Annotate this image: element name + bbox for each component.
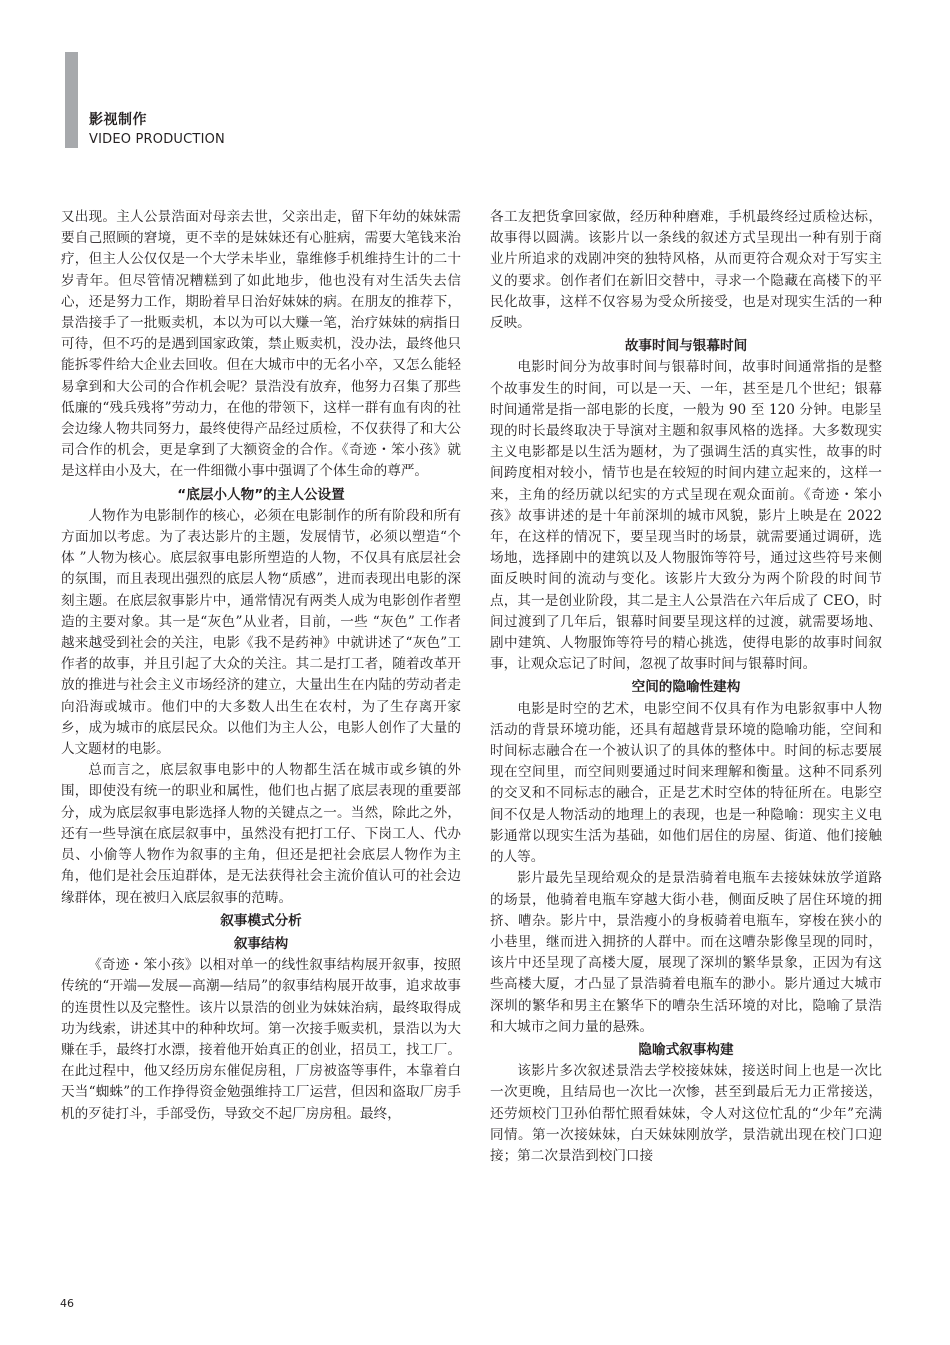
paragraph: 人物作为电影制作的核心，必须在电影制作的所有阶段和所有方面加以考虑。为了表达影片的主题，发展情节，必须以塑造“个体 ”人物为核心。底层叙事电影所塑造的人物，不仅具有底层社会的氛围，而且表现出强烈的底层人物“质感”，进而表现出电影的深刻主题。在底层叙事影片中，通常情况有两类人成为电影创作者塑造的主要对象。其一是“灰色”从业者，目前，一些 “灰色” 工作者越来越受到社会的关注，电影《我不是药神》中就讲述了“灰色”工作者的故事，并且引起了大众的关注。其二是打工者，随着改革开放的推进与社会主义市场经济的建立，大量出生在内陆的劳动者走向沿海或城市。他们中的大多数人出生在农村，为了生存离开家乡，成为城市的底层民众。以他们为主人公，电影人创作了大量的人文题材的电影。 — [61, 507, 461, 758]
left-column — [61, 207, 461, 1125]
subheading-space-metaphor: 空间的隐喻性建构 — [631, 679, 741, 696]
page-number: 46 — [60, 1297, 74, 1310]
paragraph: 该影片多次叙述景浩去学校接妹妹，接送时间上也是一次比一次更晚，且结局也一次比一次惨，甚至到最后无力正常接送，还劳烦校门卫孙伯帮忙照看妹妹，令人对这位忙乱的“少年”充满同情。第一次接妹妹，白天妹妹刚放学，景浩就出现在校门口迎接；第二次景浩到校门口接 — [490, 1063, 882, 1164]
paragraph: 电影时间分为故事时间与银幕时间，故事时间通常指的是整个故事发生的时间，可以是一天、一年，甚至是几个世纪；银幕时间通常是指一部电影的长度，一般为 90 至 120 分钟。电影呈现的时长最终取决于导演对主题和叙事风格的选择。大多数现实主义电影都是以生活为题材，为了强调生活的真实性，故事的时间跨度相对较小，情节也是在较短的时间内建立起来的，这样一来，主角的经历就以纪实的方式呈现在观众面前。《奇迹・笨小孩》故事讲述的是十年前深圳的城市风貌，影片上映是在 2022 年，在这样的情况下，要呈现当时的场景，就需要通过调研，选场地，选择剧中的建筑以及人物服饰等符号，通过这些符号来侧面反映时间的流动与变化。该影片大致分为两个阶段的时间节点，其一是创业阶段，其二是主人公景浩在六年后成了 CEO，时间过渡到了几年后，银幕时间要呈现这样的过渡，就需要场地、剧中建筑、人物服饰等符号的精心挑选，使得电影的故事时间叙事，让观众忘记了时间，忽视了故事时间与银幕时间。 — [490, 359, 882, 673]
paragraph: 总而言之，底层叙事电影中的人物都生活在城市或乡镇的外围，即使没有统一的职业和属性，他们也占据了底层表现的重要部分，成为底层叙事电影选择人物的关键点之一。当然，除此之外，还有一些导演在底层叙事中，虽然没有把打工仔、下岗工人、代办员、小偷等人物作为叙事的主角，但还是把社会底层人物作为主角，他们是社会压迫群体，是无法获得社会主流价值认可的社会边缘群体，现在被归入底层叙事的范畴。 — [61, 762, 461, 906]
paragraph: 影片最先呈现给观众的是景浩骑着电瓶车去接妹妹放学道路的场景，他骑着电瓶车穿越大街小巷，侧面反映了居住环境的拥挤、嘈杂。影片中，景浩瘦小的身板骑着电瓶车，穿梭在狭小的小巷里，继而进入拥挤的人群中。而在这嘈杂影像呈现的同时，该片中还呈现了高楼大厦，展现了深圳的繁华景象，正因为有这些高楼大厦，才凸显了景浩骑着电瓶车的渺小。影片通过大城市深圳的繁华和男主在繁华下的嘈杂生活环境的对比，隐喻了景浩和大城市之间力量的悬殊。 — [490, 870, 882, 1035]
subheading-metaphoric-narrative: 隐喻式叙事构建 — [638, 1041, 734, 1058]
right-column — [490, 207, 882, 1167]
subheading-story-screen-time: 故事时间与银幕时间 — [624, 338, 748, 355]
heading-narrative-mode: 叙事模式分析 — [220, 912, 302, 929]
subheading-narrative-structure: 叙事结构 — [233, 935, 289, 952]
paragraph: 又出现。主人公景浩面对母亲去世，父亲出走，留下年幼的妹妹需要自己照顾的窘境，更不幸的是妹妹还有心脏病，需要大笔钱来治疗，但主人公仅仅是一个大学未毕业，靠维修手机维持生计的二十岁青年。但尽管情况糟糕到了如此地步，他也没有对生活失去信心，还是努力工作，期盼着早日治好妹妹的病。在朋友的推荐下，景浩接手了一批贩卖机，本以为可以大赚一笔，治疗妹妹的病指日可待，但不巧的是遇到国家政策，禁止贩卖机，没办法，最终他只能拆零件给大企业去回收。但在大城市中的无名小卒，又怎么能轻易拿到和大公司的合作机会呢？景浩没有放弃，他努力召集了那些低廉的“残兵残将”劳动力，在他的带领下，这样一群有血有肉的社会边缘人物共同努力，最终使得产品经过质检，不仅获得了和大公司合作的机会，更是拿到了大额资金的合作。《奇迹・笨小孩》就是这样由小及大，在一件细微小事中强调了个体生命的尊严。 — [61, 209, 461, 480]
paragraph: 电影是时空的艺术，电影空间不仅具有作为电影叙事中人物活动的背景环境功能，还具有超越背景环境的隐喻功能，空间和时间标志融合在一个被认识了的具体的整体中。时间的标志要展现在空间里，而空间则要通过时间来理解和衡量。这种不同系列的交叉和不同标志的融合，正是艺术时空体的特征所在。电影空间不仅是人物活动的地理上的表现，也是一种隐喻：现实主义电影通常以现实生活为基础，如他们居住的房屋、街道、他们接触的人等。 — [490, 700, 882, 866]
paragraph: 各工友把货拿回家做，经历种种磨难，手机最终经过质检达标，故事得以圆满。该影片以一条线的叙述方式呈现出一种有别于商业片所追求的戏剧冲突的独特风格，从而更符合观众对于写实主义的要求。创作者们在新旧交替中，寻求一个隐藏在高楼下的平民化故事，这样不仅容易为受众所接受，也是对现实生活的一种反映。 — [490, 209, 882, 332]
section-title-en: VIDEO PRODUCTION — [89, 132, 225, 147]
section-side-bar — [65, 52, 78, 148]
paragraph: 《奇迹・笨小孩》以相对单一的线性叙事结构展开叙事，按照传统的“开端—发展—高潮—结局”的叙事结构展开故事，追求故事的连贯性以及完整性。该片以景浩的创业为妹妹治病，最终取得成功为线索，讲述其中的种种坎坷。第一次接手贩卖机，景浩以为大赚在手，最终打水漂，接着他开始真正的创业，招员工，找工厂。在此过程中，他又经历房东催促房租，厂房被盗等事件，本靠着白天当“蜘蛛”的工作挣得资金勉强维持工厂运营，但因和盗取厂房手机的歹徒打斗，手部受伤，导致交不起厂房房租。最终， — [61, 957, 461, 1122]
section-title-cn: 影视制作 — [89, 112, 147, 128]
subheading-protagonist: “底层小人物”的主人公设置 — [177, 486, 345, 503]
